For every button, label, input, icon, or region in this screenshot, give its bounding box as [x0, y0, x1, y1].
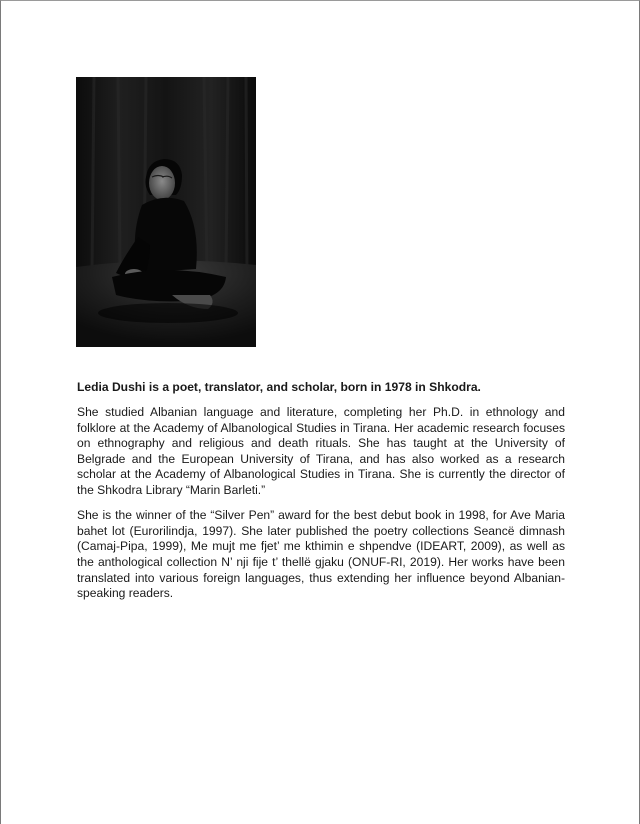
- author-portrait-photo: [76, 77, 256, 347]
- bio-paragraph-publications: She is the winner of the “Silver Pen” award for the best debut book in 1998, for Ave Maria bahet lot (Eurorilindja, 1997). She later published the poetry collections Seancë dimnash (Camaj-Pipa, 1999), Me mujt me fjet’ me kthimin e shpendve (IDEART, 2009), as well as the anthological collection N’ nji fije t’ thellë gjaku (ONUF-RI, 2019). Her works have been translated into various foreign languages, thus extending her influence beyond Albanian-speaking readers.: [77, 508, 565, 601]
- author-bio: [77, 380, 565, 611]
- bio-lead-sentence: Ledia Dushi is a poet, translator, and scholar, born in 1978 in Shkodra.: [77, 380, 481, 394]
- bio-paragraph-education: She studied Albanian language and literature, completing her Ph.D. in ethnology and folklore at the Academy of Albanological Studies in Tirana. Her academic research focuses on ethnography and religious and death rituals. She has taught at the University of Belgrade and the European University of Tirana, and has also worked as a research scholar at the Academy of Albanological Studies in Tirana. She is currently the director of the Shkodra Library “Marin Barleti.”: [77, 405, 565, 498]
